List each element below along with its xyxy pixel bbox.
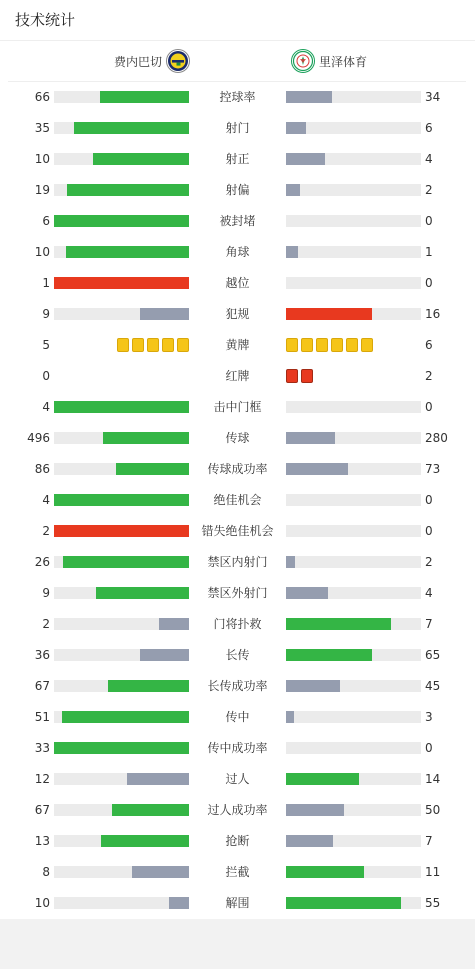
- away-bar-track: [286, 587, 421, 599]
- stat-label: 绝佳机会: [213, 493, 262, 507]
- away-bar-track: [286, 184, 421, 196]
- stat-label: 传球成功率: [207, 462, 268, 476]
- away-bar-fill: [286, 866, 364, 878]
- home-bar-fill: [54, 742, 189, 754]
- home-bar-fill: [103, 432, 189, 444]
- home-value: 4: [42, 400, 50, 414]
- away-value: 2: [425, 183, 433, 197]
- home-value: 86: [34, 462, 50, 476]
- home-bar-track: [54, 804, 189, 816]
- home-bar-fill: [54, 494, 189, 506]
- away-bar-fill: [286, 246, 298, 258]
- fenerbahce-logo-icon: [166, 49, 190, 73]
- yellow-card-icon: [316, 338, 328, 352]
- home-bar-track: [54, 711, 189, 723]
- away-bar-track: [286, 804, 421, 816]
- away-value: 0: [425, 400, 433, 414]
- away-bar-track: [286, 556, 421, 568]
- away-value: 50: [425, 803, 441, 817]
- stat-label: 拦截: [225, 865, 250, 879]
- away-value: 7: [425, 617, 433, 631]
- stat-row: [0, 206, 475, 237]
- home-bar-fill: [159, 618, 189, 630]
- home-value: 12: [34, 772, 50, 786]
- stat-row: [0, 826, 475, 857]
- stat-row: [0, 857, 475, 888]
- away-cards: [286, 338, 373, 352]
- stat-label: 传中: [225, 710, 250, 724]
- stat-row: [0, 516, 475, 547]
- away-bar-track: [286, 401, 421, 413]
- home-bar-track: [54, 742, 189, 754]
- away-bar-track: [286, 773, 421, 785]
- home-bar-track: [54, 835, 189, 847]
- away-value: 34: [425, 90, 441, 104]
- stat-row: [0, 485, 475, 516]
- home-bar-fill: [63, 556, 189, 568]
- stat-row: [0, 733, 475, 764]
- home-value: 10: [34, 152, 50, 166]
- away-bar-fill: [286, 897, 401, 909]
- away-cards: [286, 369, 313, 383]
- stat-label: 射门: [225, 121, 250, 135]
- stat-row: [0, 423, 475, 454]
- page-title: 技术统计: [15, 11, 76, 29]
- home-value: 5: [42, 338, 50, 352]
- stat-label: 被封堵: [219, 214, 256, 228]
- home-bar-fill: [74, 122, 189, 134]
- stat-row: [0, 609, 475, 640]
- home-bar-fill: [54, 215, 189, 227]
- home-bar-track: [54, 91, 189, 103]
- stat-label: 红牌: [225, 369, 250, 383]
- away-value: 0: [425, 741, 433, 755]
- home-bar-track: [54, 866, 189, 878]
- home-bar-track: [54, 463, 189, 475]
- stat-label: 长传成功率: [207, 679, 268, 693]
- home-value: 26: [34, 555, 50, 569]
- away-team-header: [291, 48, 367, 74]
- home-bar-track: [54, 556, 189, 568]
- away-value: 0: [425, 276, 433, 290]
- home-bar-fill: [62, 711, 189, 723]
- home-bar-track: [54, 308, 189, 320]
- home-bar-track: [54, 649, 189, 661]
- stat-label: 抢断: [225, 834, 250, 848]
- away-value: 11: [425, 865, 441, 879]
- home-team-header: [114, 48, 190, 74]
- stat-row: [0, 547, 475, 578]
- yellow-card-icon: [361, 338, 373, 352]
- home-value: 9: [42, 586, 50, 600]
- away-value: 6: [425, 121, 433, 135]
- away-value: 73: [425, 462, 441, 476]
- home-cards: [117, 338, 189, 352]
- yellow-card-icon: [177, 338, 189, 352]
- home-bar-fill: [54, 401, 189, 413]
- home-bar-fill: [101, 835, 189, 847]
- home-bar-fill: [67, 184, 189, 196]
- away-bar-track: [286, 246, 421, 258]
- home-bar-track: [54, 897, 189, 909]
- away-bar-fill: [286, 463, 348, 475]
- home-value: 19: [34, 183, 50, 197]
- stat-row: [0, 702, 475, 733]
- stat-row: [0, 795, 475, 826]
- home-bar-fill: [140, 649, 189, 661]
- away-value: 0: [425, 524, 433, 538]
- away-bar-fill: [286, 91, 332, 103]
- away-value: 14: [425, 772, 441, 786]
- home-value: 67: [34, 803, 50, 817]
- yellow-card-icon: [147, 338, 159, 352]
- stat-label: 击中门框: [213, 400, 262, 414]
- away-bar-track: [286, 525, 421, 537]
- away-bar-track: [286, 122, 421, 134]
- stat-row: [0, 392, 475, 423]
- away-value: 45: [425, 679, 441, 693]
- away-value: 1: [425, 245, 433, 259]
- home-value: 36: [34, 648, 50, 662]
- away-bar-fill: [286, 649, 372, 661]
- stat-label: 长传: [225, 648, 250, 662]
- away-bar-track: [286, 618, 421, 630]
- away-bar-track: [286, 897, 421, 909]
- away-bar-fill: [286, 804, 344, 816]
- away-value: 280: [425, 431, 448, 445]
- stat-row: [0, 268, 475, 299]
- yellow-card-icon: [331, 338, 343, 352]
- stat-label: 解围: [225, 896, 250, 910]
- home-bar-fill: [132, 866, 189, 878]
- home-bar-fill: [66, 246, 189, 258]
- home-bar-fill: [108, 680, 189, 692]
- away-bar-track: [286, 742, 421, 754]
- home-value: 13: [34, 834, 50, 848]
- away-bar-fill: [286, 587, 328, 599]
- stat-row: [0, 361, 475, 392]
- stat-label: 过人成功率: [207, 803, 268, 817]
- divider: [0, 40, 475, 41]
- yellow-card-icon: [132, 338, 144, 352]
- home-bar-track: [54, 494, 189, 506]
- stat-row: [0, 330, 475, 361]
- home-bar-track: [54, 401, 189, 413]
- stat-row: [0, 578, 475, 609]
- stat-row: [0, 640, 475, 671]
- red-card-icon: [286, 369, 298, 383]
- home-value: 67: [34, 679, 50, 693]
- stat-label: 传球: [225, 431, 250, 445]
- away-bar-track: [286, 277, 421, 289]
- away-value: 0: [425, 493, 433, 507]
- stat-row: [0, 237, 475, 268]
- away-value: 2: [425, 555, 433, 569]
- away-value: 65: [425, 648, 441, 662]
- stat-label: 黄牌: [225, 338, 250, 352]
- away-value: 6: [425, 338, 433, 352]
- home-value: 10: [34, 245, 50, 259]
- stat-row: [0, 764, 475, 795]
- stat-row: [0, 82, 475, 113]
- away-bar-fill: [286, 835, 333, 847]
- stat-label: 控球率: [219, 90, 256, 104]
- home-bar-fill: [93, 153, 189, 165]
- yellow-card-icon: [162, 338, 174, 352]
- home-value: 2: [42, 524, 50, 538]
- stat-row: [0, 454, 475, 485]
- stat-label: 禁区内射门: [207, 555, 268, 569]
- home-bar-track: [54, 277, 189, 289]
- yellow-card-icon: [346, 338, 358, 352]
- home-bar-fill: [127, 773, 189, 785]
- home-value: 4: [42, 493, 50, 507]
- home-value: 66: [34, 90, 50, 104]
- home-value: 1: [42, 276, 50, 290]
- away-bar-track: [286, 680, 421, 692]
- away-team-name: 里泽体育: [319, 54, 368, 69]
- away-bar-track: [286, 308, 421, 320]
- home-bar-fill: [140, 308, 189, 320]
- away-bar-track: [286, 494, 421, 506]
- away-bar-fill: [286, 184, 300, 196]
- home-value: 9: [42, 307, 50, 321]
- home-bar-track: [54, 246, 189, 258]
- home-bar-fill: [112, 804, 189, 816]
- yellow-card-icon: [301, 338, 313, 352]
- home-value: 10: [34, 896, 50, 910]
- stat-row: [0, 175, 475, 206]
- away-value: 0: [425, 214, 433, 228]
- away-bar-track: [286, 215, 421, 227]
- away-bar-track: [286, 91, 421, 103]
- stats-list: [0, 82, 475, 919]
- away-value: 4: [425, 586, 433, 600]
- home-bar-track: [54, 773, 189, 785]
- stat-label: 角球: [225, 245, 250, 259]
- home-bar-track: [54, 525, 189, 537]
- home-bar-track: [54, 680, 189, 692]
- away-bar-track: [286, 835, 421, 847]
- home-bar-track: [54, 122, 189, 134]
- red-card-icon: [301, 369, 313, 383]
- stat-label: 错失绝佳机会: [201, 524, 274, 538]
- stat-row: [0, 299, 475, 330]
- stat-label: 禁区外射门: [207, 586, 268, 600]
- home-value: 51: [34, 710, 50, 724]
- away-value: 16: [425, 307, 441, 321]
- home-team-name: 费内巴切: [114, 54, 163, 69]
- rizespor-logo-icon: [291, 49, 315, 73]
- home-value: 0: [42, 369, 50, 383]
- away-bar-fill: [286, 556, 295, 568]
- away-value: 55: [425, 896, 441, 910]
- stat-label: 越位: [225, 276, 250, 290]
- stat-row: [0, 113, 475, 144]
- home-bar-track: [54, 587, 189, 599]
- away-value: 3: [425, 710, 433, 724]
- away-bar-track: [286, 432, 421, 444]
- home-value: 2: [42, 617, 50, 631]
- away-bar-track: [286, 463, 421, 475]
- away-value: 2: [425, 369, 433, 383]
- away-bar-fill: [286, 680, 340, 692]
- away-bar-fill: [286, 153, 325, 165]
- home-bar-track: [54, 184, 189, 196]
- home-bar-fill: [96, 587, 189, 599]
- home-value: 496: [27, 431, 50, 445]
- stat-row: [0, 144, 475, 175]
- home-bar-fill: [100, 91, 189, 103]
- home-bar-track: [54, 432, 189, 444]
- home-value: 33: [34, 741, 50, 755]
- home-bar-fill: [54, 525, 189, 537]
- home-bar-fill: [169, 897, 189, 909]
- stat-label: 射偏: [225, 183, 250, 197]
- stat-label: 射正: [225, 152, 250, 166]
- away-value: 4: [425, 152, 433, 166]
- away-bar-track: [286, 649, 421, 661]
- stat-label: 犯规: [225, 307, 250, 321]
- yellow-card-icon: [117, 338, 129, 352]
- away-bar-track: [286, 153, 421, 165]
- stat-label: 过人: [225, 772, 250, 786]
- away-bar-track: [286, 866, 421, 878]
- home-bar-track: [54, 618, 189, 630]
- stat-label: 门将扑救: [213, 617, 262, 631]
- home-value: 8: [42, 865, 50, 879]
- home-bar-track: [54, 215, 189, 227]
- home-value: 35: [34, 121, 50, 135]
- yellow-card-icon: [286, 338, 298, 352]
- home-bar-fill: [54, 277, 189, 289]
- away-bar-fill: [286, 711, 294, 723]
- away-bar-fill: [286, 618, 391, 630]
- stat-label: 传中成功率: [207, 741, 268, 755]
- away-bar-fill: [286, 432, 335, 444]
- away-value: 7: [425, 834, 433, 848]
- away-bar-fill: [286, 122, 306, 134]
- away-bar-track: [286, 711, 421, 723]
- stat-row: [0, 671, 475, 702]
- home-bar-fill: [116, 463, 189, 475]
- away-bar-fill: [286, 308, 372, 320]
- away-bar-fill: [286, 773, 359, 785]
- home-value: 6: [42, 214, 50, 228]
- stat-row: [0, 888, 475, 919]
- home-bar-track: [54, 153, 189, 165]
